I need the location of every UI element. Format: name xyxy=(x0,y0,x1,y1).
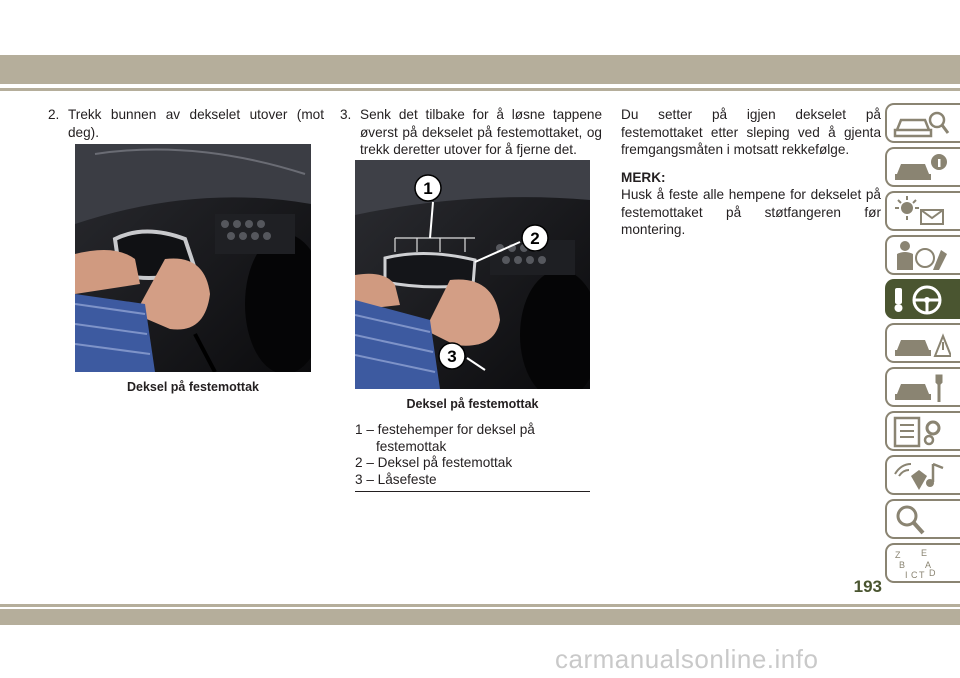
page-number: 193 xyxy=(853,577,882,596)
tab-multimedia[interactable] xyxy=(885,455,960,495)
step-number: 2. xyxy=(48,107,60,122)
svg-text:C: C xyxy=(911,570,918,580)
tab-safety[interactable] xyxy=(885,235,960,275)
column-1 xyxy=(48,106,324,141)
legend-item: 1 – festehemper for deksel på festemottak xyxy=(355,422,535,454)
step-2 xyxy=(48,106,324,141)
car-search-icon xyxy=(891,108,951,140)
note-title: MERK: xyxy=(621,169,666,185)
svg-text:B: B xyxy=(899,560,906,570)
svg-text:D: D xyxy=(929,568,936,578)
tab-car-info[interactable] xyxy=(885,147,960,187)
bottom-band xyxy=(0,609,960,625)
tab-specifications[interactable] xyxy=(885,411,960,451)
svg-text:Z: Z xyxy=(895,550,901,560)
step-text: Senk det tilbake for å løsne tappene øverst på dekselet på festemottaket, og trekk deretter utover for å fjerne det. xyxy=(360,107,602,157)
callout-2 xyxy=(522,225,548,251)
airbag-person-icon xyxy=(891,240,951,272)
alphabet-index-icon xyxy=(891,548,951,580)
legend-item: 2 – Deksel på festemottak xyxy=(355,455,513,470)
step-number: 3. xyxy=(340,107,352,122)
callout-1 xyxy=(415,175,441,201)
column-2 xyxy=(340,106,602,159)
magnifier-icon xyxy=(891,504,951,536)
car-wrench-icon xyxy=(891,372,951,404)
spec-gear-icon xyxy=(891,416,951,448)
bottom-band-line xyxy=(0,604,960,607)
photo-cover-removal xyxy=(75,144,311,372)
tab-car-search[interactable] xyxy=(885,103,960,143)
figure-legend xyxy=(355,422,590,492)
figure-caption: Deksel på festemottak xyxy=(126,380,259,394)
figure-caption: Deksel på festemottak xyxy=(406,397,539,411)
watermark: carmanualsonline.info xyxy=(555,644,819,674)
step-3 xyxy=(340,106,602,159)
car-warning-icon xyxy=(891,328,951,360)
svg-text:1: 1 xyxy=(423,179,433,198)
svg-text:T: T xyxy=(919,570,925,580)
svg-text:2: 2 xyxy=(530,229,540,248)
media-music-icon xyxy=(891,460,951,492)
note-text: Husk å feste alle hempene for dekselet på festemottaket på støtfangeren før montering. xyxy=(621,187,881,237)
top-band-line xyxy=(0,88,960,91)
step-text: Trekk bunnen av dekselet utover (mot deg). xyxy=(68,107,324,140)
top-band xyxy=(0,55,960,84)
column-3 xyxy=(621,106,881,239)
tab-maintenance[interactable] xyxy=(885,367,960,407)
svg-text:3: 3 xyxy=(447,347,457,366)
tab-emergency[interactable] xyxy=(885,323,960,363)
tab-warning-lights[interactable] xyxy=(885,191,960,231)
svg-text:A: A xyxy=(925,560,932,570)
tab-index[interactable] xyxy=(885,543,960,583)
legend-item: 3 – Låsefeste xyxy=(355,471,437,487)
photo-cover-callouts xyxy=(355,160,590,389)
tab-starting-driving[interactable] xyxy=(885,279,960,319)
reinstall-paragraph: Du setter på igjen dekselet på festemottaket etter sleping ved å gjenta fremgangsmåten i motsatt rekkefølge. xyxy=(621,107,881,157)
key-steering-wheel-icon xyxy=(891,284,951,316)
tab-customer-assistance[interactable] xyxy=(885,499,960,539)
callout-3 xyxy=(439,343,465,369)
svg-text:E: E xyxy=(921,548,928,558)
car-info-icon xyxy=(891,152,951,184)
svg-text:I: I xyxy=(905,570,908,580)
warning-light-message-icon xyxy=(891,196,951,228)
